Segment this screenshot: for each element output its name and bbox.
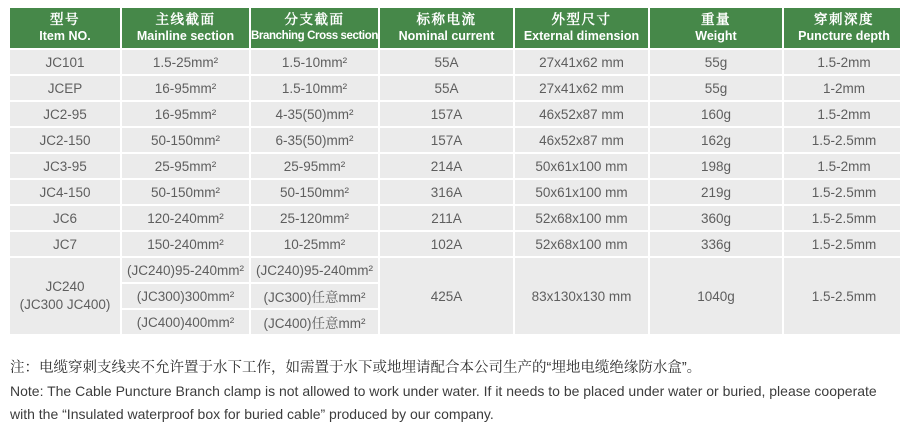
cell-dimension: 52x68x100 mm (515, 206, 648, 230)
cell-mainline: (JC240)95-240mm² (122, 258, 249, 282)
cell-weight: 1040g (650, 258, 782, 334)
cell-mainline: (JC400)400mm² (122, 310, 249, 334)
cell-current: 214A (380, 154, 513, 178)
col-header-zh: 型号 (50, 12, 80, 27)
cell-branching: (JC400)任意mm² (251, 310, 378, 334)
col-header-en: Weight (695, 29, 737, 43)
col-header-en: Mainline section (136, 29, 235, 43)
cell-mainline: 150-240mm² (122, 232, 249, 256)
cell-mainline: (JC300)300mm² (122, 284, 249, 308)
cell-current: 55A (380, 50, 513, 74)
cell-mainline: 120-240mm² (122, 206, 249, 230)
cell-branching: (JC300)任意mm² (251, 284, 378, 308)
table-row (10, 232, 900, 256)
table-row (10, 102, 900, 126)
cell-branching: 1.5-10mm² (251, 76, 378, 100)
cell-depth: 1.5-2.5mm (784, 232, 900, 256)
table-row (10, 76, 900, 100)
cell-item-no: JC4-150 (10, 180, 120, 204)
cell-current: 157A (380, 102, 513, 126)
cell-branching: 6-35(50)mm² (251, 128, 378, 152)
cell-depth: 1.5-2mm (784, 50, 900, 74)
cell-weight: 336g (650, 232, 782, 256)
cell-depth: 1.5-2.5mm (784, 128, 900, 152)
table-row (10, 154, 900, 178)
cell-weight: 198g (650, 154, 782, 178)
col-header-zh: 外型尺寸 (551, 12, 612, 27)
cell-weight: 160g (650, 102, 782, 126)
cell-dimension: 83x130x130 mm (515, 258, 648, 334)
cell-depth: 1.5-2.5mm (784, 180, 900, 204)
cell-dimension: 46x52x87 mm (515, 102, 648, 126)
group-item-line1: JC240 (45, 279, 85, 294)
table-row (10, 180, 900, 204)
cell-current: 211A (380, 206, 513, 230)
cell-item-no: JCEP (10, 76, 120, 100)
col-header-zh: 主线截面 (155, 12, 216, 27)
cell-dimension: 27x41x62 mm (515, 76, 648, 100)
group-item-line2: (JC300 JC400) (19, 297, 111, 312)
cell-current: 157A (380, 128, 513, 152)
cell-dimension: 46x52x87 mm (515, 128, 648, 152)
cell-weight: 55g (650, 50, 782, 74)
cell-item-no: JC6 (10, 206, 120, 230)
cell-weight: 55g (650, 76, 782, 100)
table-row (10, 128, 900, 152)
cell-current: 55A (380, 76, 513, 100)
col-header-zh: 重量 (701, 12, 731, 27)
cell-weight: 162g (650, 128, 782, 152)
cell-current: 425A (380, 258, 513, 334)
col-header-mainline (122, 8, 249, 48)
footnote-chinese: 注：电缆穿刺支线夹不允许置于水下工作，如需置于水下或地埋请配合本公司生产的“埋地电缆绝缘防水盒”。 (10, 360, 702, 376)
footnote-english-line2: with the “Insulated waterproof box for buried cable” produced by our company. (10, 406, 494, 422)
col-header-item-no (10, 8, 120, 48)
table-row-group (10, 258, 900, 282)
col-header-current (380, 8, 513, 48)
cell-depth: 1.5-2mm (784, 154, 900, 178)
cell-branching: (JC240)95-240mm² (251, 258, 378, 282)
cell-dimension: 52x68x100 mm (515, 232, 648, 256)
col-header-en: Puncture depth (798, 29, 890, 43)
spec-table (8, 6, 900, 336)
col-header-branching (251, 8, 378, 48)
header-row (10, 8, 900, 48)
cell-mainline: 50-150mm² (122, 128, 249, 152)
col-header-en: Branching Cross section (251, 30, 378, 42)
cell-branching: 1.5-10mm² (251, 50, 378, 74)
col-header-dimension (515, 8, 648, 48)
cell-dimension: 50x61x100 mm (515, 180, 648, 204)
cell-dimension: 50x61x100 mm (515, 154, 648, 178)
cell-item-no: JC7 (10, 232, 120, 256)
table-row (10, 206, 900, 230)
cell-item-no: JC2-95 (10, 102, 120, 126)
cell-item-no: JC3-95 (10, 154, 120, 178)
cell-depth: 1.5-2mm (784, 102, 900, 126)
cell-item-no-group (10, 258, 120, 334)
cell-item-no: JC101 (10, 50, 120, 74)
cell-branching: 4-35(50)mm² (251, 102, 378, 126)
cell-item-no: JC2-150 (10, 128, 120, 152)
col-header-en: Nominal current (398, 29, 495, 43)
col-header-depth (784, 8, 900, 48)
col-header-en: Item NO. (39, 29, 91, 43)
col-header-zh: 标称电流 (416, 12, 477, 27)
cell-weight: 219g (650, 180, 782, 204)
cell-mainline: 16-95mm² (122, 102, 249, 126)
cell-branching: 50-150mm² (251, 180, 378, 204)
cell-depth: 1.5-2.5mm (784, 258, 900, 334)
col-header-zh: 穿刺深度 (814, 12, 874, 27)
cell-mainline: 1.5-25mm² (122, 50, 249, 74)
cell-current: 102A (380, 232, 513, 256)
cell-weight: 360g (650, 206, 782, 230)
cell-depth: 1-2mm (784, 76, 900, 100)
cell-branching: 10-25mm² (251, 232, 378, 256)
footnotes (10, 356, 900, 426)
cell-mainline: 50-150mm² (122, 180, 249, 204)
col-header-zh: 分支截面 (284, 12, 345, 27)
cell-mainline: 16-95mm² (122, 76, 249, 100)
footnote-english-line1: Note: The Cable Puncture Branch clamp is not allowed to work under water. If it needs to be placed under water or buried, please cooperate (10, 383, 877, 399)
cell-dimension: 27x41x62 mm (515, 50, 648, 74)
table-row (10, 50, 900, 74)
col-header-weight (650, 8, 782, 48)
cell-depth: 1.5-2.5mm (784, 206, 900, 230)
col-header-en: External dimension (523, 29, 640, 43)
cell-branching: 25-95mm² (251, 154, 378, 178)
cell-mainline: 25-95mm² (122, 154, 249, 178)
cell-branching: 25-120mm² (251, 206, 378, 230)
cell-current: 316A (380, 180, 513, 204)
